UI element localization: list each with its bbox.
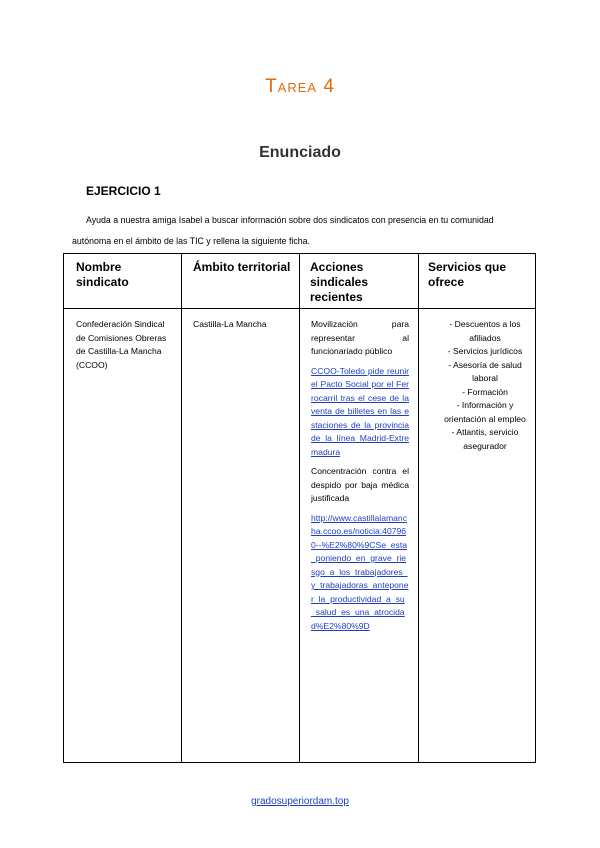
action-text: Movilización para representar al funcionariado público	[311, 319, 409, 356]
header-nombre: Nombre sindicato	[76, 260, 129, 289]
services-list	[440, 318, 530, 453]
cell-ambito: Castilla-La Mancha	[193, 319, 267, 329]
union-table	[63, 253, 536, 763]
cell-servicios	[440, 318, 530, 453]
header-ambito: Ámbito territorial	[193, 260, 291, 274]
footer-link[interactable]: gradosuperiordam.top	[251, 796, 349, 807]
list-item: - Asesoría de salud laboral	[448, 359, 522, 383]
column-divider	[181, 254, 182, 762]
cell-nombre: Confederación Sindical de Comisiones Obreras de Castilla-La Mancha (CCOO)	[76, 319, 167, 370]
header-servicios: Servicios que ofrece	[428, 260, 507, 289]
action-text: Concentración contra el despido por baja médica justificada	[311, 466, 409, 503]
exercise-heading: EJERCICIO 1	[86, 184, 161, 198]
section-heading: Enunciado	[259, 144, 341, 161]
list-item: - Atlantis, servicio asegurador	[451, 427, 519, 451]
header-acciones: Acciones sindicales recientes	[310, 260, 369, 304]
news-link[interactable]: CCOO-Toledo pide reunir el Pacto Social por el Ferrocarril tras el cese de la venta de billetes en las estaciones de la provincia de la línea Madrid-Extremadura	[311, 365, 409, 457]
intro-paragraph: Ayuda a nuestra amiga Isabel a buscar información sobre dos sindicatos con presencia en tu comunidad autónoma en el ámbito de las TIC y rellena la siguiente ficha.	[72, 215, 494, 246]
column-divider	[299, 254, 300, 762]
cell-acciones	[311, 318, 409, 639]
footer	[0, 796, 600, 807]
list-item: - Servicios jurídicos	[447, 346, 523, 356]
news-link[interactable]: http://www.castillalamancha.ccoo.es/noticia:407960--%E2%80%9CSe_esta_poniendo_en_grave_riesgo_a_los_trabajadores_y_trabajadoras_anteponer_la_productividad_a_su_salud_es_una_atrocidad%E2%80%9D	[311, 512, 409, 631]
column-divider	[418, 254, 419, 762]
list-item: - Descuentos a los afiliados	[449, 319, 521, 343]
list-item: - Formación	[462, 386, 508, 397]
list-item: - Información y orientación al empleo	[444, 400, 526, 424]
page-title: Tarea 4	[265, 76, 335, 97]
